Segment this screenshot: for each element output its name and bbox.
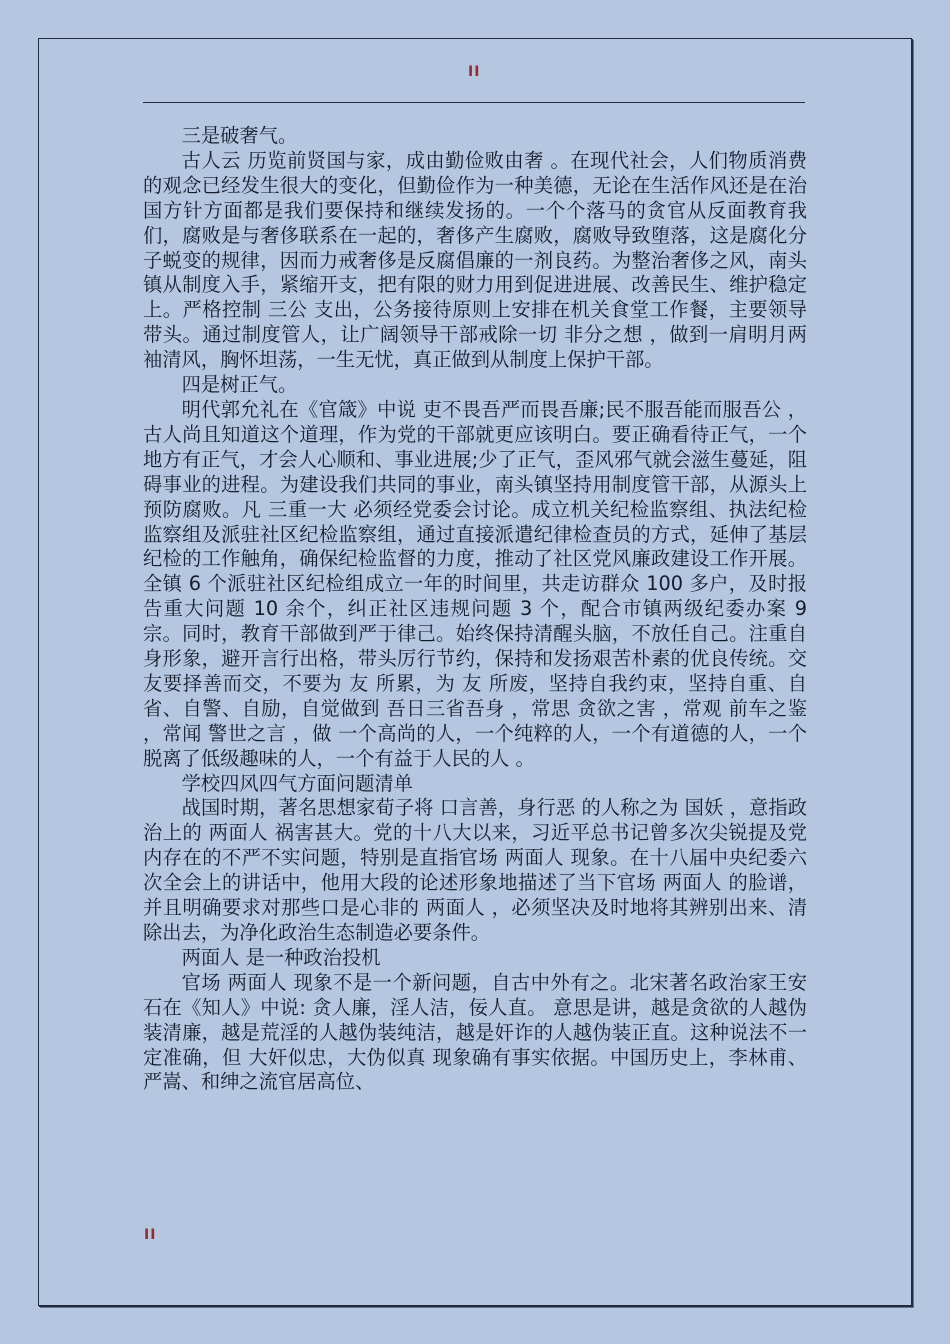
header-rule xyxy=(143,102,805,103)
document-body xyxy=(143,124,807,1095)
section-heading: 学校四风四气方面问题清单 xyxy=(181,771,413,795)
section-heading: 两面人 是一种政治投机 xyxy=(181,945,381,969)
body-paragraph: 官场 两面人 现象不是一个新问题，自古中外有之。北宋著名政治家王安石在《知人》中说: 贪人廉，淫人洁，佞人直。 意思是讲，越是贪欲的人越伪装清廉，越是荒淫的人越伪装纯洁，越是奸诈的人越伪装正直。这种说法不一定准确，但 大奸似忠，大伪似真 现象确有事实依据。中国历史上，李林甫、严嵩、和绅之流官居高位、 xyxy=(143,970,807,1094)
header-page-mark: II xyxy=(468,64,481,80)
footer-page-mark: II xyxy=(144,1227,157,1243)
body-paragraph: 战国时期，著名思想家荀子将 口言善，身行恶 的人称之为 国妖 ，意指政治上的 两面人 祸害甚大。党的十八大以来，习近平总书记曾多次尖锐提及党内存在的不严不实问题，特别是直指官场 两面人 现象。在十八届中央纪委六次全会上的讲话中，他用大段的论述形象地描述了当下官场 两面人 的脸谱，并且明确要求对那些口是心非的 两面人 ，必须坚决及时地将其辨别出来、清除出去，为净化政治生态制造必要条件。 xyxy=(143,796,807,944)
section-heading: 四是树正气。 xyxy=(181,373,298,397)
body-paragraph: 明代郭允礼在《官箴》中说 吏不畏吾严而畏吾廉;民不服吾能而服吾公 ，古人尚且知道这个道理，作为党的干部就更应该明白。要正确看待正气，一个地方有正气，才会人心顺和、事业进展;少了正气，歪风邪气就会滋生蔓延，阻碍事业的进程。为建设我们共同的事业，南头镇坚持用制度管干部，从源头上预防腐败。凡 三重一大 必须经党委会讨论。成立机关纪检监察组、执法纪检监察组及派驻社区纪检监察组，通过直接派遣纪律检查员的方式，延伸了基层纪检的工作触角，确保纪检监督的力度，推动了社区党风廉政建设工作开展。全镇 6 个派驻社区纪检组成立一年的时间里，共走访群众 100 多户，及时报告重大问题 10 余个，纠正社区违规问题 3 个，配合市镇两级纪委办案 9 宗。同时，教育干部做到严于律己。始终保持清醒头脑，不放任自己。注重自身形象，避开言行出格，带头厉行节约，保持和发扬艰苦朴素的优良传统。交友要择善而交，不要为 友 所累，为 友 所废，坚持自我约束，坚持自重、自省、自警、自励，自觉做到 吾日三省吾身 ，常思 贪欲之害 ，常观 前车之鉴 ，常闻 警世之言 ，做 一个高尚的人，一个纯粹的人，一个有道德的人，一个脱离了低级趣味的人，一个有益于人民的人 。 xyxy=(143,397,807,770)
section-heading: 三是破奢气。 xyxy=(181,124,298,147)
body-paragraph: 古人云 历览前贤国与家，成由勤俭败由奢 。在现代社会，人们物质消费的观念已经发生很大的变化，但勤俭作为一种美德，无论在生活作风还是在治国方针方面都是我们要保持和继续发扬的。一个个落马的贪官从反面教育我们，腐败是与奢侈联系在一起的，奢侈产生腐败，腐败导致堕落，这是腐化分子蜕变的规律，因而力戒奢侈是反腐倡廉的一剂良药。为整治奢侈之风，南头镇从制度入手，紧缩开支，把有限的财力用到促进进展、改善民生、维护稳定上。严格控制 三公 支出，公务接待原则上安排在机关食堂工作餐，主要领导带头。通过制度管人，让广阔领导干部戒除一切 非分之想 ，做到一肩明月两袖清风，胸怀坦荡，一生无忧，真正做到从制度上保护干部。 xyxy=(143,148,807,372)
